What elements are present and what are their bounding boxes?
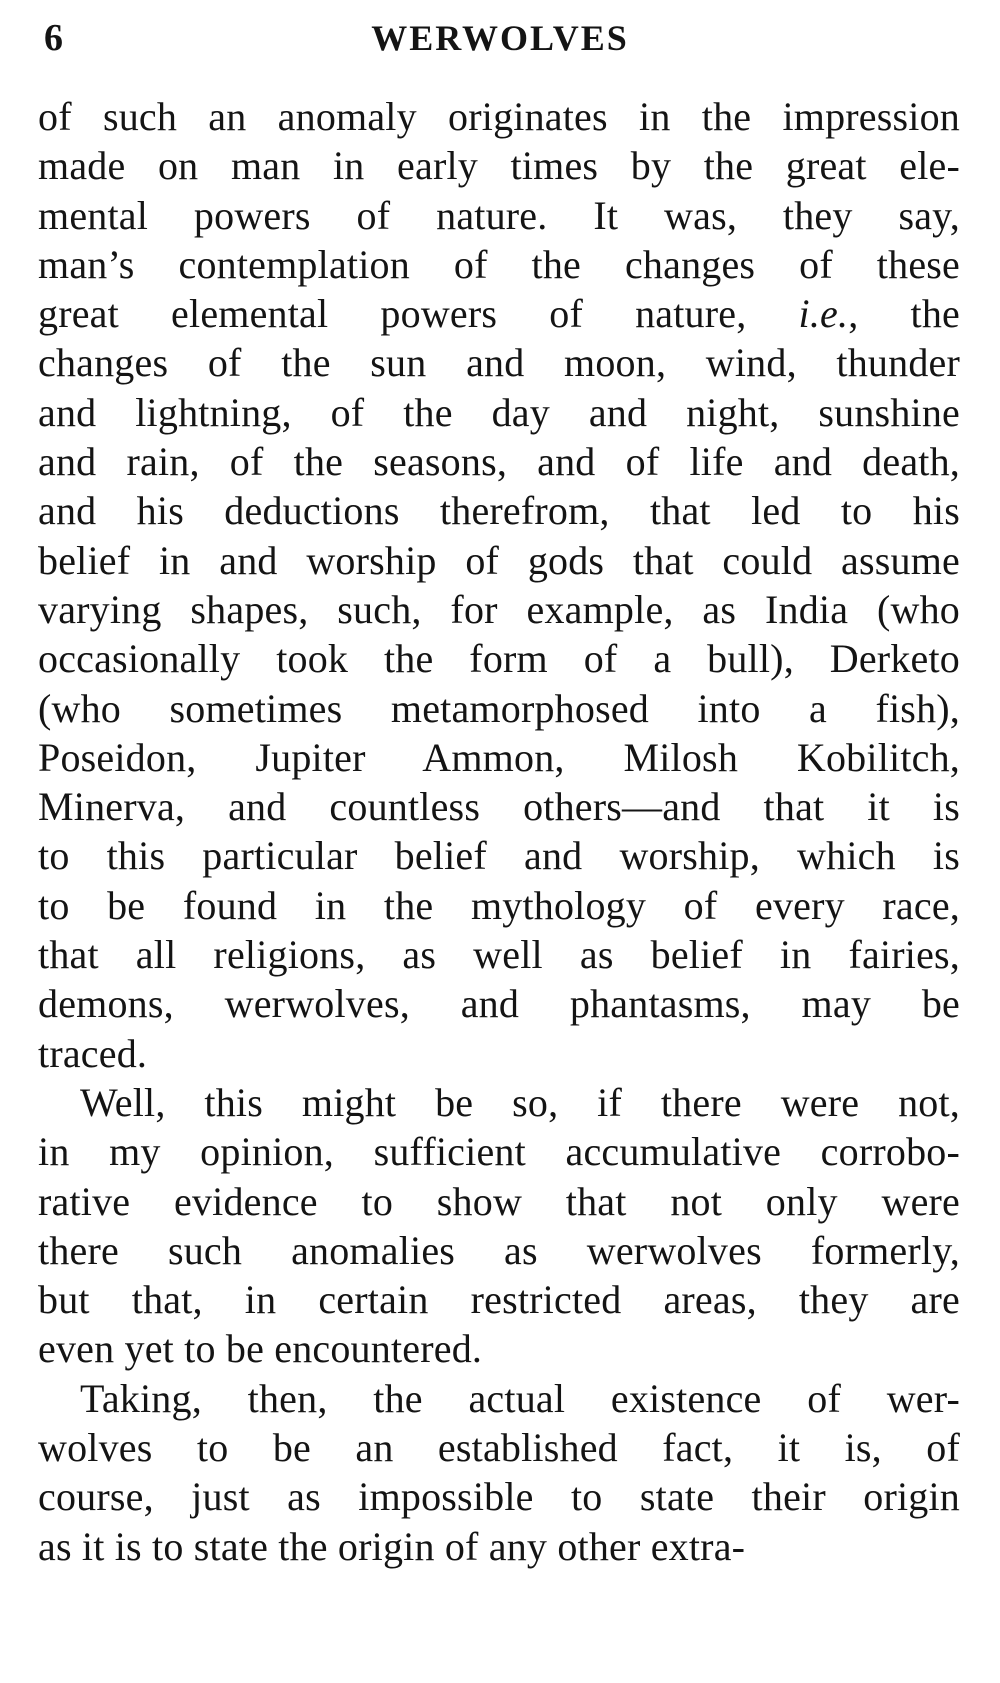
text-line: as it is to state the origin of any other extra- xyxy=(38,1523,746,1569)
text-line: varying shapes, such, for example, as India (who xyxy=(38,586,960,632)
paragraph xyxy=(38,92,960,1078)
text-line: to be found in the mythology of every race, xyxy=(38,882,960,928)
text-line: demons, werwolves, and phantasms, may be xyxy=(38,981,960,1027)
text-line: to this particular belief and worship, which is xyxy=(38,833,960,879)
text-line: there such anomalies as werwolves formerly, xyxy=(38,1227,960,1273)
page-number: 6 xyxy=(44,17,64,59)
text-line: of such an anomaly originates in the impression xyxy=(38,94,960,139)
text-line: (who sometimes metamorphosed into a fish), xyxy=(38,685,960,731)
text-line: wolves to be an established fact, it is, of xyxy=(38,1425,960,1471)
page-header xyxy=(40,10,960,70)
text-line: and lightning, of the day and night, sunshine xyxy=(38,389,960,435)
text-line: belief in and worship of gods that could assume xyxy=(38,537,960,583)
paragraph xyxy=(38,1078,960,1374)
text-line: mental powers of nature. It was, they say, xyxy=(38,192,960,238)
text-line: in my opinion, sufficient accumulative corrobo- xyxy=(38,1129,960,1175)
text-line: great elemental powers of nature, i.e., the xyxy=(38,291,960,337)
text-line: Minerva, and countless others—and that it is xyxy=(38,784,960,830)
paragraph xyxy=(38,1374,960,1571)
text-line: course, just as impossible to state their origin xyxy=(38,1474,960,1520)
text-line: and rain, of the seasons, and of life and death, xyxy=(38,439,960,485)
text-line: Taking, then, the actual existence of wer- xyxy=(80,1375,960,1421)
text-line: Poseidon, Jupiter Ammon, Milosh Kobilitch, xyxy=(38,734,960,780)
text-line: rative evidence to show that not only were xyxy=(38,1178,960,1224)
text-line: changes of the sun and moon, wind, thunder xyxy=(38,340,960,386)
text-line: even yet to be encountered. xyxy=(38,1326,483,1372)
text-line: but that, in certain restricted areas, they are xyxy=(38,1277,960,1323)
text-line: Well, this might be so, if there were not, xyxy=(80,1079,960,1125)
text-line: traced. xyxy=(38,1030,148,1076)
text-line: that all religions, as well as belief in fairies, xyxy=(38,932,960,978)
italic-abbreviation: i.e. xyxy=(798,291,849,337)
text-line: made on man in early times by the great ele- xyxy=(38,143,960,189)
body-text xyxy=(38,92,960,1571)
text-line: and his deductions therefrom, that led to his xyxy=(38,488,960,534)
running-title: WERWOLVES xyxy=(371,18,629,58)
text-line: man’s contemplation of the changes of these xyxy=(38,241,960,287)
text-line: occasionally took the form of a bull), Derketo xyxy=(38,636,960,682)
